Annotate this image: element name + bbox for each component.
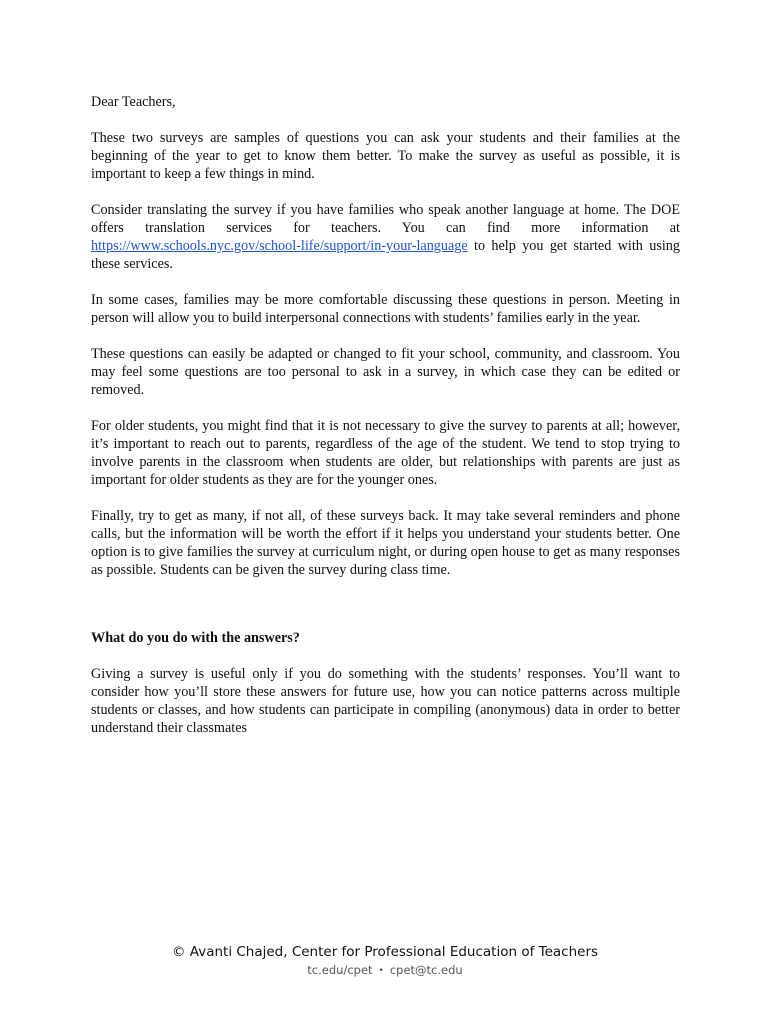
- paragraph-translation-text: Consider translating the survey if you have families who speak another language at home. The DOE offers translation services for teachers. You can find more information at: [91, 202, 680, 236]
- page-footer: [0, 942, 770, 979]
- translation-services-link[interactable]: https://www.schools.nyc.gov/school-life/support/in-your-language: [91, 238, 468, 254]
- paragraph-adapt: These questions can easily be adapted or changed to fit your school, community, and classroom. You may feel some questions are too personal to ask in a survey, in which case they can be edited or removed.: [91, 346, 680, 398]
- paragraph-answers: Giving a survey is useful only if you do something with the students’ responses. You’ll want to consider how you’ll store these answers for future use, how you can notice patterns across multiple students or classes, and how students can participate in compiling (anonymous) data in order to better understand their classmates: [91, 666, 680, 736]
- paragraph-translation: [91, 201, 680, 273]
- paragraph-intro: These two surveys are samples of questions you can ask your students and their families at the beginning of the year to get to know them better. To make the survey as useful as possible, it is important to keep a few things in mind.: [91, 130, 680, 182]
- footer-website: tc.edu/cpet: [307, 963, 373, 977]
- paragraph-in-person: In some cases, families may be more comfortable discussing these questions in person. Meeting in person will allow you to build interpersonal connections with students’ families early in the year.: [91, 292, 680, 326]
- section-heading: What do you do with the answers?: [91, 630, 300, 646]
- paragraph-get-surveys-back: Finally, try to get as many, if not all, of these surveys back. It may take several reminders and phone calls, but the information will be worth the effort if it helps you understand your students better. One option is to give families the survey at curriculum night, or during open house to get as many responses as possible. Students can be given the survey during class time.: [91, 508, 680, 578]
- footer-email: cpet@tc.edu: [389, 963, 463, 977]
- paragraph-translation-text-end: to help you get started with using these services.: [91, 238, 680, 272]
- footer-credit: © Avanti Chajed, Center for Professional Education of Teachers: [171, 944, 599, 960]
- paragraph-older-students: For older students, you might find that it is not necessary to give the survey to parents at all; however, it’s important to reach out to parents, regardless of the age of the student. We tend to stop trying to involve parents in the classroom when students are older, but relationships with parents are just as important for older students as they are for the younger ones.: [91, 418, 680, 488]
- footer-separator: •: [378, 965, 384, 976]
- greeting: Dear Teachers,: [91, 94, 176, 110]
- footer-contact: [0, 962, 770, 979]
- letter-body: [91, 93, 680, 755]
